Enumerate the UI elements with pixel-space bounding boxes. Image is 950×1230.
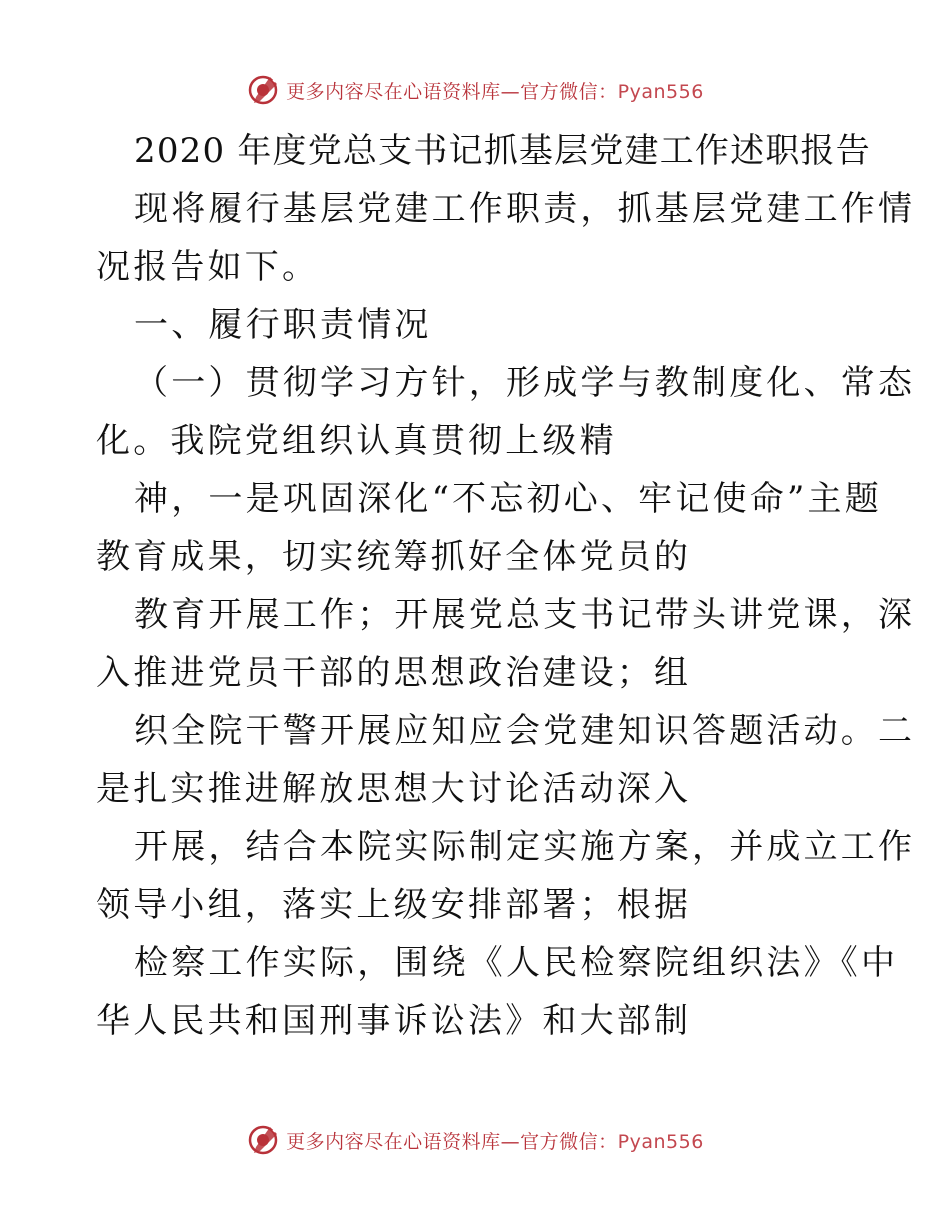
- banner-text: 更多内容尽在心语资料库—官方微信：Pyan556: [286, 1130, 704, 1153]
- text-line: 教育成果，切实统筹抓好全体党员的: [96, 537, 692, 577]
- wechat-id: Pyan556: [617, 1130, 704, 1153]
- pen-logo-icon: [246, 1123, 280, 1157]
- text-line: 领导小组，落实上级安排部署；根据: [96, 885, 692, 925]
- document-body: [96, 122, 916, 1050]
- footer-banner: [0, 1120, 950, 1160]
- header-banner: [0, 70, 950, 110]
- text-line: 华人民共和国刑事诉讼法》和大部制: [96, 1001, 692, 1041]
- text-line: 一、履行职责情况: [134, 305, 432, 345]
- text-line: 开展，结合本院实际制定实施方案，并成立工作: [134, 827, 916, 867]
- pen-logo-icon: [246, 73, 280, 107]
- text-line: （一）贯彻学习方针，形成学与教制度化、常态: [134, 363, 916, 403]
- paragraph-lines: [96, 180, 916, 1050]
- banner-text: 更多内容尽在心语资料库—官方微信：Pyan556: [286, 80, 704, 103]
- document-title: 2020 年度党总支书记抓基层党建工作述职报告: [134, 131, 871, 171]
- text-line: 检察工作实际，围绕《人民检察院组织法》《中: [134, 943, 899, 983]
- text-line: 入推进党员干部的思想政治建设；组: [96, 653, 692, 693]
- text-line: 织全院干警开展应知应会党建知识答题活动。二: [134, 711, 916, 751]
- text-line: 教育开展工作；开展党总支书记带头讲党课，深: [134, 595, 916, 635]
- text-line: 神，一是巩固深化“不忘初心、牢记使命”主题: [134, 479, 882, 519]
- text-line: 现将履行基层党建工作职责，抓基层党建工作情: [134, 189, 916, 229]
- text-line: 化。我院党组织认真贯彻上级精: [96, 421, 617, 461]
- text-line: 况报告如下。: [96, 247, 320, 287]
- text-line: 是扎实推进解放思想大讨论活动深入: [96, 769, 692, 809]
- wechat-id: Pyan556: [617, 80, 704, 103]
